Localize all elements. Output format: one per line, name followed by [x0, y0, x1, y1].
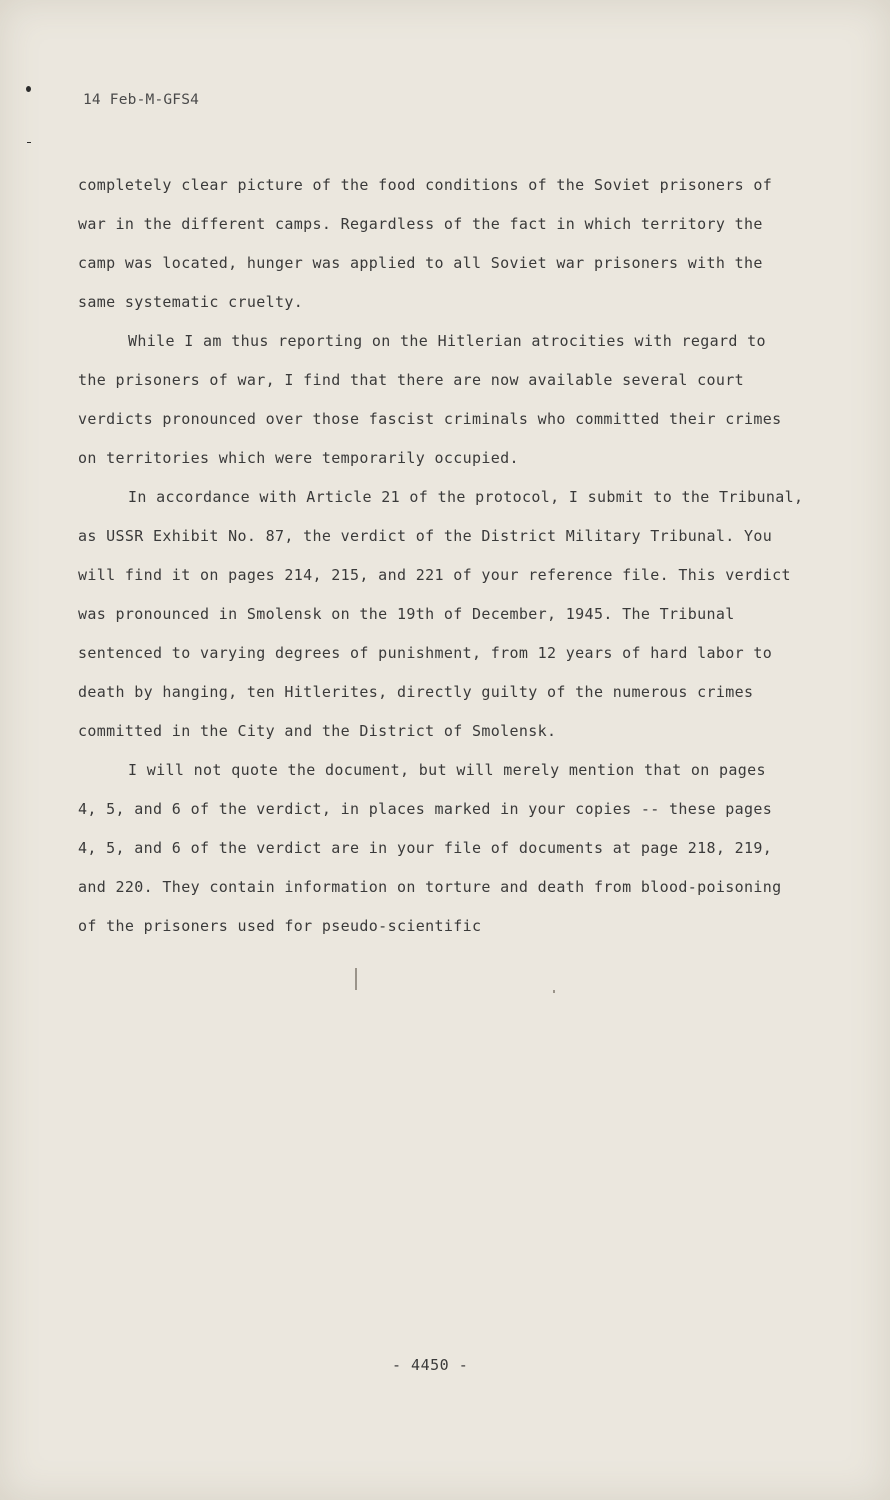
- text-line: the prisoners of war, I find that there are now available several court: [78, 371, 745, 389]
- text-line: completely clear picture of the food conditions of the Soviet prisoners of: [78, 176, 773, 194]
- margin-punch-mark: [26, 86, 31, 92]
- margin-dash-mark: [27, 142, 31, 143]
- text-line: camp was located, hunger was applied to all Soviet war prisoners with the: [78, 254, 763, 272]
- text-line: and 220. They contain information on torture and death from blood-poisoning: [78, 878, 782, 896]
- text-line: of the prisoners used for pseudo-scientific: [78, 917, 482, 935]
- paragraph-4: [78, 751, 818, 946]
- text-line: was pronounced in Smolensk on the 19th of December, 1945. The Tribunal: [78, 605, 735, 623]
- paragraph-2: [78, 322, 818, 478]
- text-line: While I am thus reporting on the Hitlerian atrocities with regard to: [128, 332, 766, 350]
- text-line: war in the different camps. Regardless of the fact in which territory the: [78, 215, 763, 233]
- text-line: In accordance with Article 21 of the protocol, I submit to the Tribunal,: [128, 488, 804, 506]
- paragraph-1: [78, 166, 818, 322]
- page-header-reference: 14 Feb-M-GFS4: [83, 92, 200, 108]
- text-line: verdicts pronounced over those fascist criminals who committed their crimes: [78, 410, 782, 428]
- paper-blemish: [553, 990, 555, 993]
- text-line: same systematic cruelty.: [78, 293, 304, 311]
- text-line: death by hanging, ten Hitlerites, directly guilty of the numerous crimes: [78, 683, 754, 701]
- text-line: on territories which were temporarily occupied.: [78, 449, 519, 467]
- paragraph-3: [78, 478, 818, 751]
- page-number: - 4450 -: [392, 1356, 469, 1374]
- text-line: will find it on pages 214, 215, and 221 of your reference file. This verdict: [78, 566, 791, 584]
- text-line: 4, 5, and 6 of the verdict are in your file of documents at page 218, 219,: [78, 839, 773, 857]
- text-line: I will not quote the document, but will merely mention that on pages: [128, 761, 766, 779]
- text-line: 4, 5, and 6 of the verdict, in places marked in your copies -- these pages: [78, 800, 773, 818]
- document-body: [78, 166, 818, 946]
- text-line: committed in the City and the District of Smolensk.: [78, 722, 557, 740]
- paper-blemish: [355, 968, 357, 990]
- text-line: as USSR Exhibit No. 87, the verdict of the District Military Tribunal. You: [78, 527, 773, 545]
- text-line: sentenced to varying degrees of punishment, from 12 years of hard labor to: [78, 644, 773, 662]
